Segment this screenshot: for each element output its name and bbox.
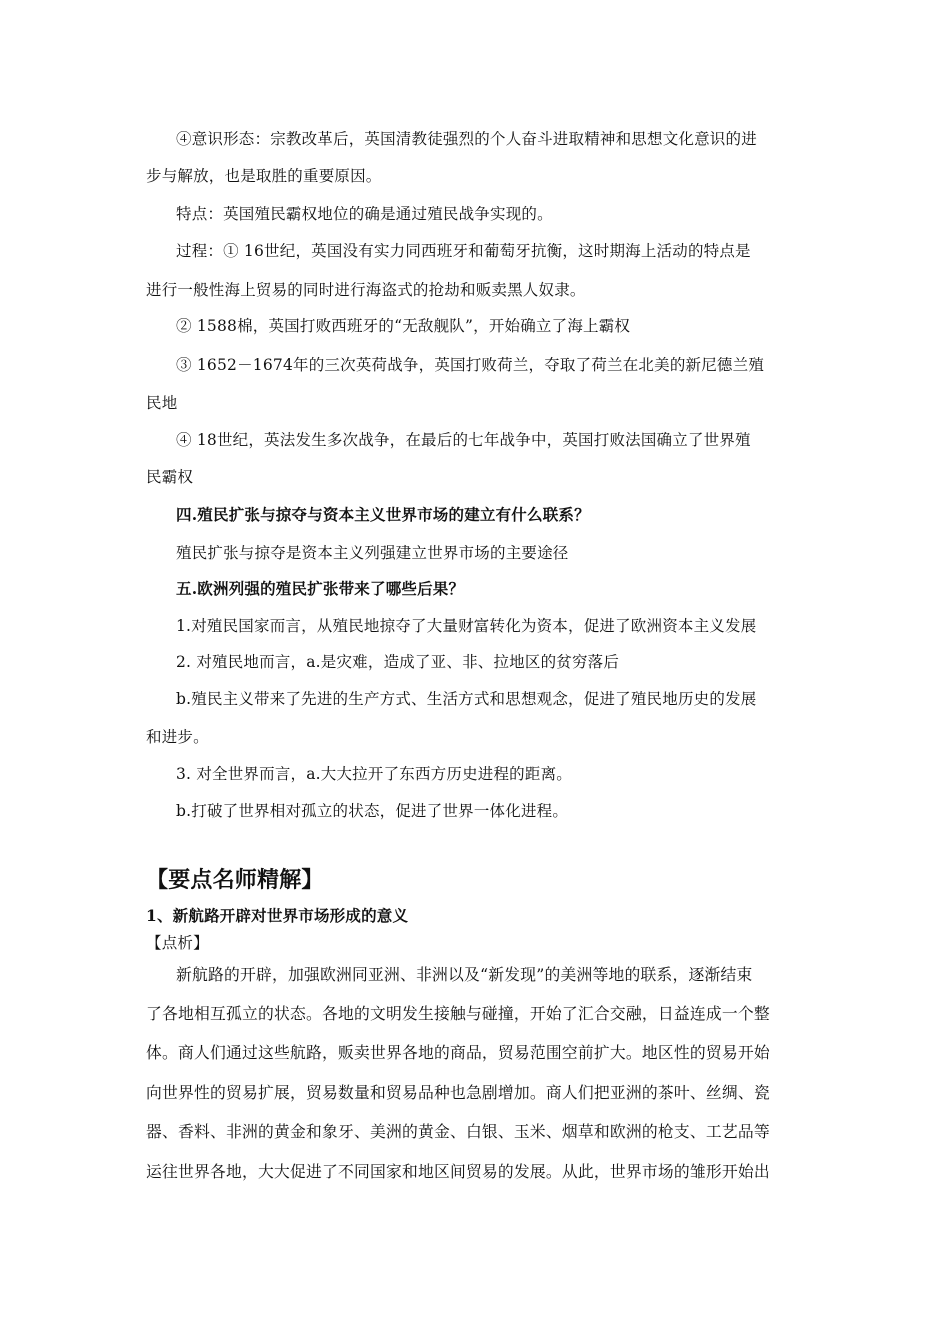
- paragraph-line: 体。商人们通过这些航路，贩卖世界各地的商品，贸易范围空前扩大。地区性的贸易开始: [146, 1043, 770, 1062]
- analysis-label: 【点析】: [146, 934, 209, 952]
- process-2-line: ② 1588棉，英国打败西班牙的“无敌舰队”，开始确立了海上霸权: [176, 317, 631, 335]
- question-5-item-2b-line-2: 和进步。: [146, 728, 209, 746]
- paragraph-line: 了各地相互孤立的状态。各地的文明发生接触与碰撞，开始了汇合交融，日益连成一个整: [146, 1004, 770, 1023]
- ideology-line-1: ④意识形态：宗教改革后，英国清教徒强烈的个人奋斗进取精神和思想文化意识的进: [176, 130, 757, 148]
- process-3-line-1: ③ 1652－1674年的三次英荷战争，英国打败荷兰，夺取了荷兰在北美的新尼德兰殖: [176, 356, 765, 374]
- paragraph-line: 器、香料、非洲的黄金和象牙、美洲的黄金、白银、玉米、烟草和欧洲的枪支、工艺品等: [146, 1122, 770, 1141]
- paragraph-line: 新航路的开辟，加强欧洲同亚洲、非洲以及“新发现”的美洲等地的联系，逐渐结束: [176, 965, 753, 984]
- process-1-line-2: 进行一般性海上贸易的同时进行海盗式的抢劫和贩卖黑人奴隶。: [146, 281, 586, 299]
- point-1-heading: 1、新航路开辟对世界市场形成的意义: [146, 906, 409, 925]
- question-5-heading: 五.欧洲列强的殖民扩张带来了哪些后果？: [176, 579, 465, 598]
- paragraph-line: 向世界性的贸易扩展，贸易数量和贸易品种也急剧增加。商人们把亚洲的茶叶、丝绸、瓷: [146, 1083, 770, 1102]
- process-4-line-2: 民霸权: [146, 468, 194, 486]
- feature-line: 特点：英国殖民霸权地位的确是通过殖民战争实现的。: [176, 205, 553, 223]
- process-4-line-1: ④ 18世纪，英法发生多次战争，在最后的七年战争中，英国打败法国确立了世界殖: [176, 431, 751, 449]
- question-5-item-3b: b.打破了世界相对孤立的状态，促进了世界一体化进程。: [176, 802, 569, 820]
- question-4-answer: 殖民扩张与掠夺是资本主义列强建立世界市场的主要途径: [176, 544, 569, 562]
- question-5-item-2b-line-1: b.殖民主义带来了先进的生产方式、生活方式和思想观念，促进了殖民地历史的发展: [176, 690, 757, 708]
- expert-section-title: 【要点名师精解】: [146, 867, 324, 893]
- process-1-line-1: 过程：① 16世纪，英国没有实力同西班牙和葡萄牙抗衡，这时期海上活动的特点是: [176, 242, 751, 260]
- question-5-item-3: 3. 对全世界而言，a.大大拉开了东西方历史进程的距离。: [176, 765, 572, 783]
- question-4-heading: 四.殖民扩张与掠夺与资本主义世界市场的建立有什么联系？: [176, 505, 590, 524]
- question-5-item-1: 1.对殖民国家而言，从殖民地掠夺了大量财富转化为资本，促进了欧洲资本主义发展: [176, 617, 757, 635]
- ideology-line-2: 步与解放，也是取胜的重要原因。: [146, 167, 382, 185]
- paragraph-line: 运往世界各地，大大促进了不同国家和地区间贸易的发展。从此，世界市场的雏形开始出: [146, 1162, 770, 1181]
- question-5-item-2: 2. 对殖民地而言，a.是灾难，造成了亚、非、拉地区的贫穷落后: [176, 653, 620, 671]
- process-3-line-2: 民地: [146, 394, 178, 412]
